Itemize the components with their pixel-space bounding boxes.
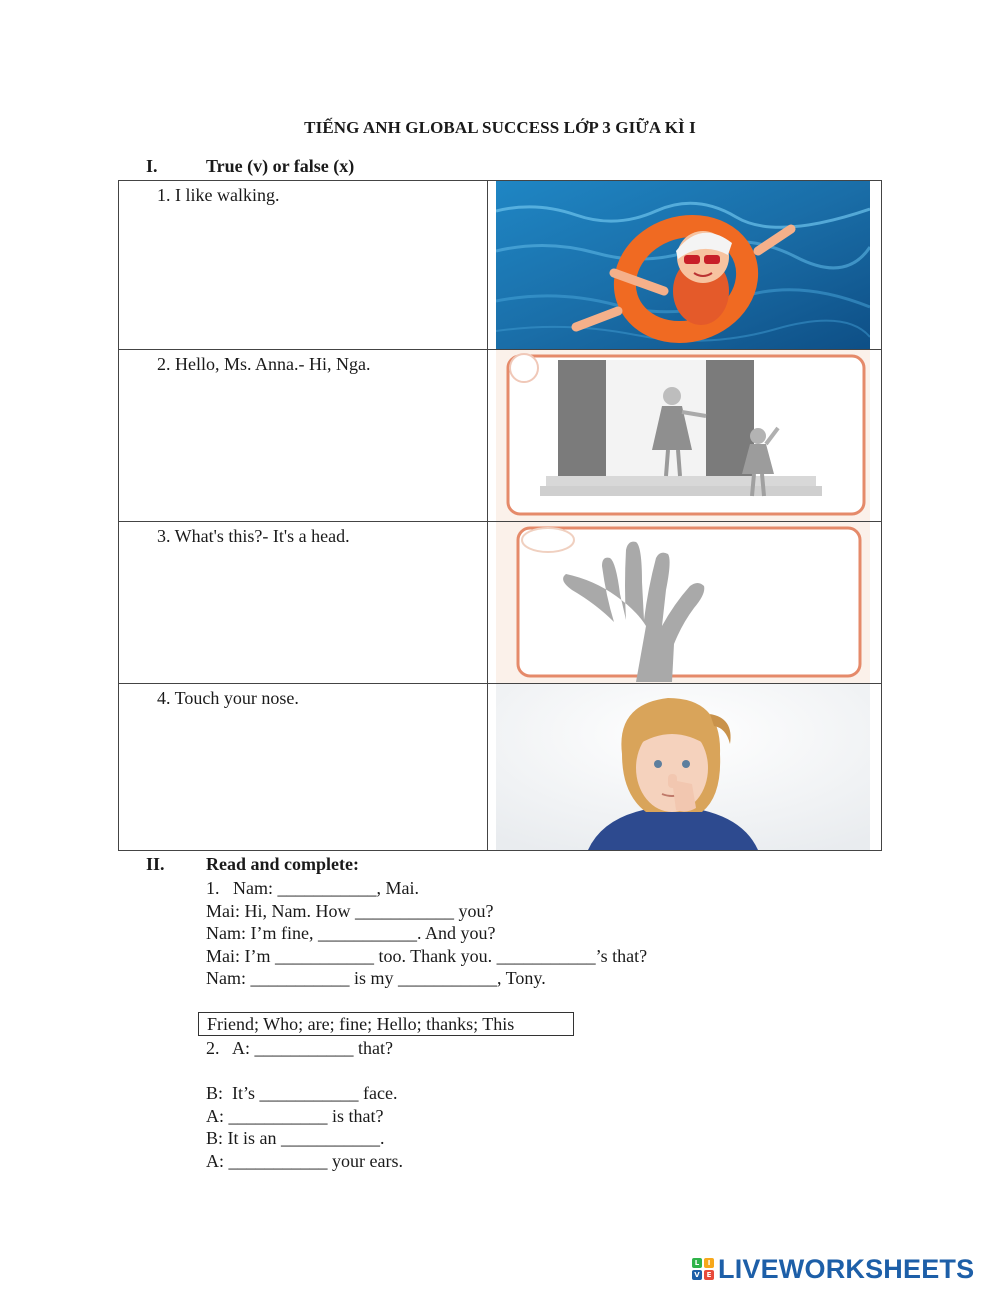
true-false-table — [118, 180, 882, 851]
dialogue-line: B: It’s ___________ face. — [206, 1083, 398, 1103]
section-2-heading: Read and complete: — [206, 854, 359, 874]
section-1-number: I. — [146, 156, 158, 176]
exercise-2-dialogue — [206, 1082, 403, 1172]
word-bank-box: Friend; Who; are; fine; Hello; thanks; This — [198, 1012, 574, 1036]
dialogue-line: 2. A: ___________ that? — [206, 1038, 393, 1058]
dialogue-line: B: It is an ___________. — [206, 1128, 385, 1149]
question-2: 2. Hello, Ms. Anna.- Hi, Nga. — [157, 354, 371, 374]
section-2-number: II. — [146, 854, 165, 874]
liveworksheets-logo — [692, 1252, 974, 1286]
dialogue-line: A: ___________ your ears. — [206, 1150, 403, 1171]
question-3: 3. What's this?- It's a head. — [157, 526, 350, 546]
dialogue-line: 1. Nam: ___________, Mai. — [206, 878, 419, 898]
logo-text: LIVEWORKSHEETS — [718, 1253, 975, 1284]
greeting-image — [496, 350, 870, 521]
dialogue-line: A: ___________ is that? — [206, 1105, 384, 1126]
table-row — [119, 522, 882, 684]
dialogue-line: Nam: I’m fine, ___________. And you? — [206, 923, 496, 944]
dialogue-line: Mai: I’m ___________ too. Thank you. ___________’s that? — [206, 945, 648, 966]
table-row — [119, 684, 882, 851]
table-row — [119, 350, 882, 522]
dialogue-line: Nam: ___________ is my ___________, Tony. — [206, 968, 546, 989]
section-1-heading: True (v) or false (x) — [206, 156, 355, 176]
table-row — [119, 181, 882, 350]
girl-touching-nose-image — [496, 684, 870, 850]
question-4: 4. Touch your nose. — [157, 688, 299, 708]
exercise-2-first-line — [206, 1037, 393, 1060]
exercise-1-dialogue — [206, 877, 647, 990]
dialogue-line: Mai: Hi, Nam. How ___________ you? — [206, 900, 494, 921]
hand-image — [496, 522, 870, 683]
girl-swimming-image — [496, 181, 870, 349]
logo-mark-icon: L I V E — [692, 1258, 714, 1280]
question-1: 1. I like walking. — [157, 185, 280, 205]
worksheet-title: TIẾNG ANH GLOBAL SUCCESS LỚP 3 GIỮA KÌ I — [304, 118, 696, 137]
